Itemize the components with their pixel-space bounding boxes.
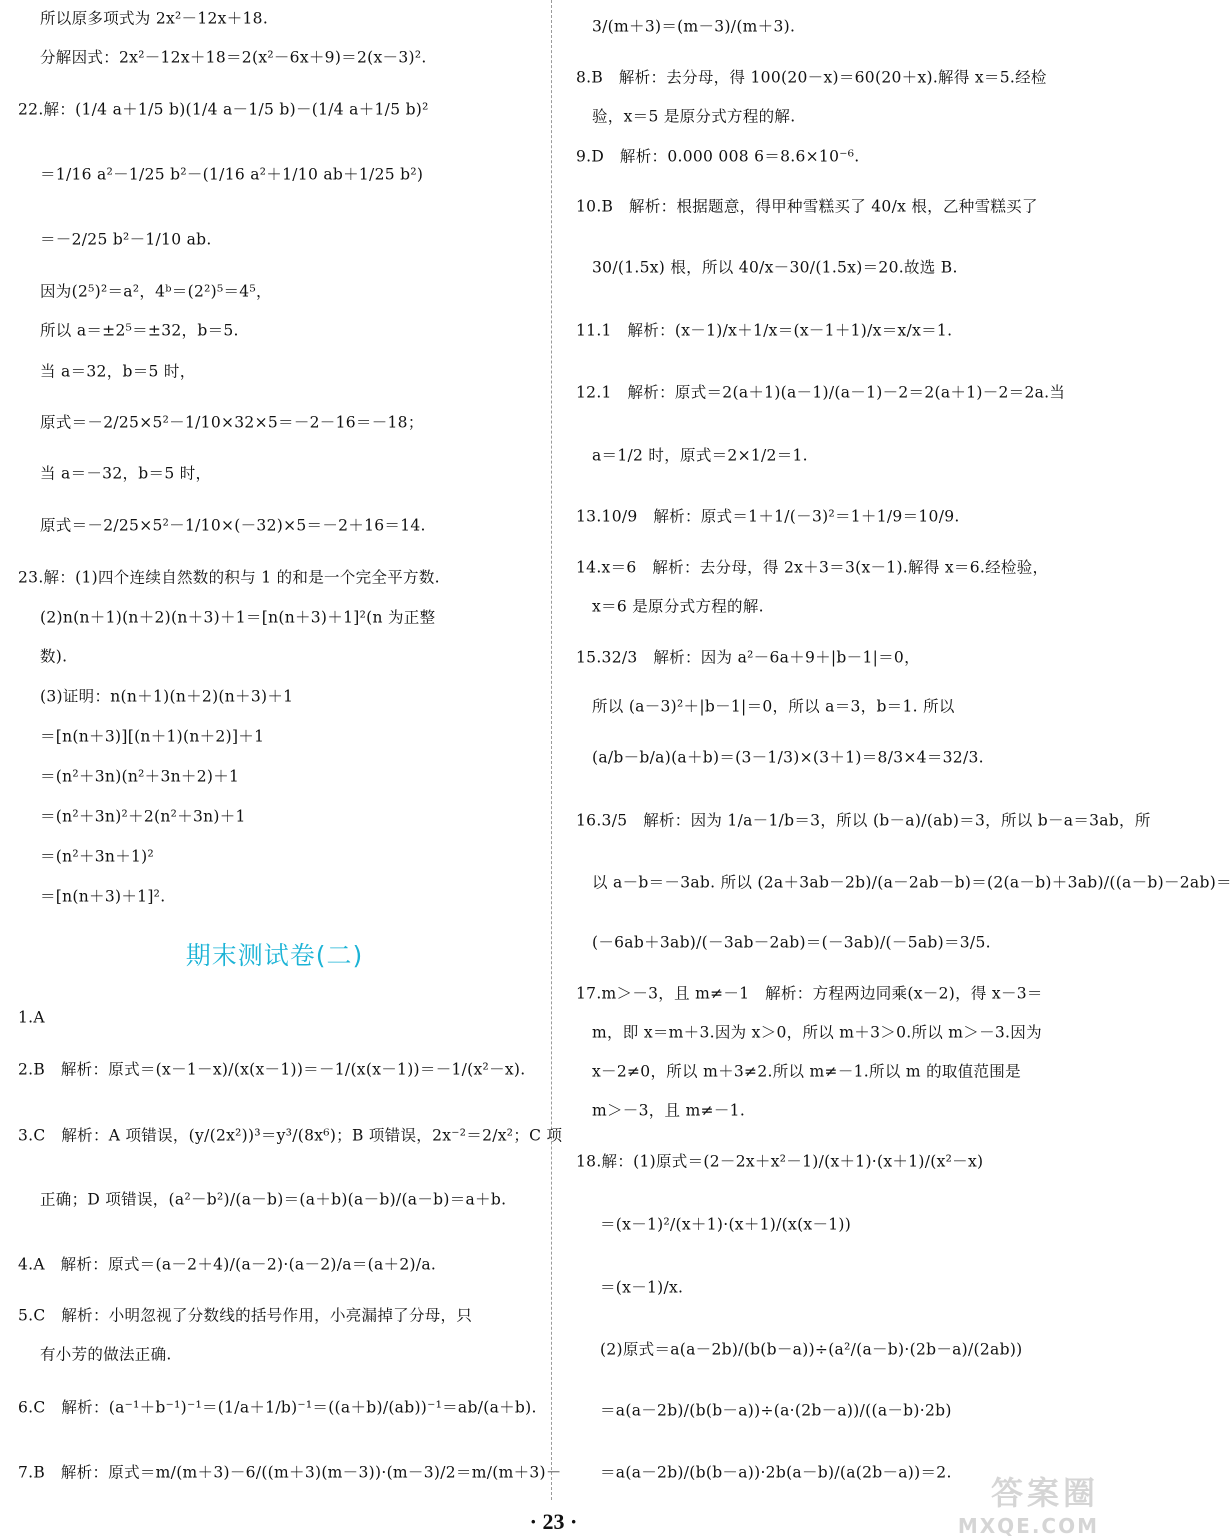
text-line: ＝(n²＋3n＋1)²	[40, 847, 155, 866]
question-23: 23.解：(1)四个连续自然数的积与 1 的和是一个完全平方数.	[18, 568, 440, 587]
text-line: 原式＝－2/25×5²－1/10×(－32)×5＝－2＋16＝14.	[40, 516, 426, 535]
text-line: ＝(n²＋3n)²＋2(n²＋3n)＋1	[40, 807, 246, 826]
text-line: ＝a(a－2b)/(b(b－a))÷(a·(2b－a))/((a－b)·2b)	[600, 1401, 952, 1420]
text-line: ＝(x－1)²/(x＋1)·(x＋1)/(x(x－1))	[600, 1215, 852, 1234]
answer-2: 2.B 解析：原式＝(x－1－x)/(x(x－1))＝－1/(x(x－1))＝－1/(x²－x).	[18, 1060, 526, 1079]
answer-5: 5.C 解析：小明忽视了分数线的括号作用，小亮漏掉了分母，只	[18, 1306, 473, 1325]
text-line: (a/b－b/a)(a＋b)＝(3－1/3)×(3＋1)＝8/3×4＝32/3.	[592, 748, 984, 767]
answer-18: 18.解：(1)原式＝(2－2x＋x²－1)/(x＋1)·(x＋1)/(x²－x)	[576, 1152, 984, 1171]
text-line: (－6ab＋3ab)/(－3ab－2ab)＝(－3ab)/(－5ab)＝3/5.	[592, 933, 991, 952]
text-line: 验，x＝5 是原分式方程的解.	[592, 107, 796, 126]
text-line: m＞－3，且 m≠－1.	[592, 1101, 746, 1120]
answer-3: 3.C 解析：A 项错误，(y/(2x²))³＝y³/(8x⁶)；B 项错误，2x⁻²＝2/x²；C 项	[18, 1126, 563, 1145]
text-line: 因为(2⁵)²＝a²，4ᵇ＝(2²)⁵＝4⁵，	[40, 282, 272, 301]
text-line: (3)证明：n(n＋1)(n＋2)(n＋3)＋1	[40, 687, 294, 706]
text-line: 分解因式：2x²－12x＋18＝2(x²－6x＋9)＝2(x－3)².	[40, 48, 427, 67]
text-line: x＝6 是原分式方程的解.	[592, 597, 764, 616]
watermark-logo	[929, 1468, 1099, 1538]
answer-6: 6.C 解析：(a⁻¹＋b⁻¹)⁻¹＝(1/a＋1/b)⁻¹＝((a＋b)/(ab))⁻¹＝ab/(a＋b).	[18, 1398, 537, 1417]
text-line: ＝a(a－2b)/(b(b－a))·2b(a－b)/(a(2b－a))＝2.	[600, 1463, 952, 1482]
text-line: ＝1/16 a²－1/25 b²－(1/16 a²＋1/10 ab＋1/25 b²)	[40, 165, 424, 184]
column-divider	[551, 0, 552, 1500]
answer-8: 8.B 解析：去分母，得 100(20－x)＝60(20＋x).解得 x＝5.经检	[576, 68, 1047, 87]
text-line: 当 a＝32，b＝5 时，	[40, 362, 196, 381]
text-line: x－2≠0，所以 m＋3≠2.所以 m≠－1.所以 m 的取值范围是	[592, 1062, 1021, 1081]
question-22: 22.解：(1/4 a＋1/5 b)(1/4 a－1/5 b)－(1/4 a＋1/5 b)²	[18, 100, 429, 119]
page-number: · 23 ·	[529, 1509, 578, 1534]
left-column	[0, 0, 563, 1536]
answer-9: 9.D 解析：0.000 008 6＝8.6×10⁻⁶.	[576, 147, 860, 166]
answer-10: 10.B 解析：根据题意，得甲种雪糕买了 40/x 根，乙种雪糕买了	[576, 197, 1038, 216]
text-line: 所以 (a－3)²＋|b－1|＝0，所以 a＝3，b＝1. 所以	[592, 697, 955, 716]
text-line: 30/(1.5x) 根，所以 40/x－30/(1.5x)＝20.故选 B.	[592, 258, 958, 277]
answer-16: 16.3/5 解析：因为 1/a－1/b＝3，所以 (b－a)/(ab)＝3，所以 b－a＝3ab，所	[576, 811, 1151, 830]
text-line: 3/(m＋3)＝(m－3)/(m＋3).	[592, 17, 796, 36]
answer-14: 14.x＝6 解析：去分母，得 2x＋3＝3(x－1).解得 x＝6.经检验，	[576, 558, 1049, 577]
text-line: 当 a＝－32，b＝5 时，	[40, 464, 212, 483]
text-line: ＝[n(n＋3)][(n＋1)(n＋2)]＋1	[40, 727, 265, 746]
text-line: ＝(x－1)/x.	[600, 1278, 684, 1297]
answer-1: 1.A	[18, 1008, 45, 1027]
answer-11: 11.1 解析：(x－1)/x＋1/x＝(x－1＋1)/x＝x/x＝1.	[576, 321, 953, 340]
watermark-text: 答案圈	[990, 1474, 1099, 1512]
answer-13: 13.10/9 解析：原式＝1＋1/(－3)²＝1＋1/9＝10/9.	[576, 507, 960, 526]
answer-12: 12.1 解析：原式＝2(a＋1)(a－1)/(a－1)－2＝2(a＋1)－2＝2a.当	[576, 383, 1066, 402]
text-line: ＝[n(n＋3)＋1]².	[40, 887, 166, 906]
answer-7: 7.B 解析：原式＝m/(m＋3)－6/((m＋3)(m－3))·(m－3)/2＝m/(m＋3)－	[18, 1463, 562, 1482]
answer-4: 4.A 解析：原式＝(a－2＋4)/(a－2)·(a－2)/a＝(a＋2)/a.	[18, 1255, 437, 1274]
text-line: 以 a－b＝－3ab. 所以 (2a＋3ab－2b)/(a－2ab－b)＝(2(a－b)＋3ab)/((a－b)－2ab)＝	[592, 873, 1232, 892]
text-line: m，即 x＝m＋3.因为 x＞0，所以 m＋3＞0.所以 m＞－3.因为	[592, 1023, 1042, 1042]
text-line: 正确；D 项错误，(a²－b²)/(a－b)＝(a＋b)(a－b)/(a－b)＝a＋b.	[40, 1190, 507, 1209]
right-column	[556, 0, 1232, 1536]
text-line: (2)n(n＋1)(n＋2)(n＋3)＋1＝[n(n＋3)＋1]²(n 为正整	[40, 608, 436, 627]
text-line: 所以原多项式为 2x²－12x＋18.	[40, 9, 269, 28]
watermark-url: MXQE.COM	[957, 1514, 1099, 1538]
text-line: 有小芳的做法正确.	[40, 1345, 172, 1364]
text-line: 所以 a＝±2⁵＝±32，b＝5.	[40, 321, 239, 340]
answer-15: 15.32/3 解析：因为 a²－6a＋9＋|b－1|＝0，	[576, 648, 920, 667]
text-line: 原式＝－2/25×5²－1/10×32×5＝－2－16＝－18；	[40, 413, 424, 432]
answer-17: 17.m＞－3，且 m≠－1 解析：方程两边同乘(x－2)，得 x－3＝	[576, 984, 1043, 1003]
text-line: ＝(n²＋3n)(n²＋3n＋2)＋1	[40, 767, 240, 786]
text-line: 数).	[40, 647, 68, 666]
text-line: ＝－2/25 b²－1/10 ab.	[40, 230, 212, 249]
text-line: (2)原式＝a(a－2b)/(b(b－a))÷(a²/(a－b)·(2b－a)/(2ab))	[600, 1340, 1023, 1359]
section-title: 期末测试卷(二)	[185, 941, 364, 970]
text-line: a＝1/2 时，原式＝2×1/2＝1.	[592, 446, 808, 465]
